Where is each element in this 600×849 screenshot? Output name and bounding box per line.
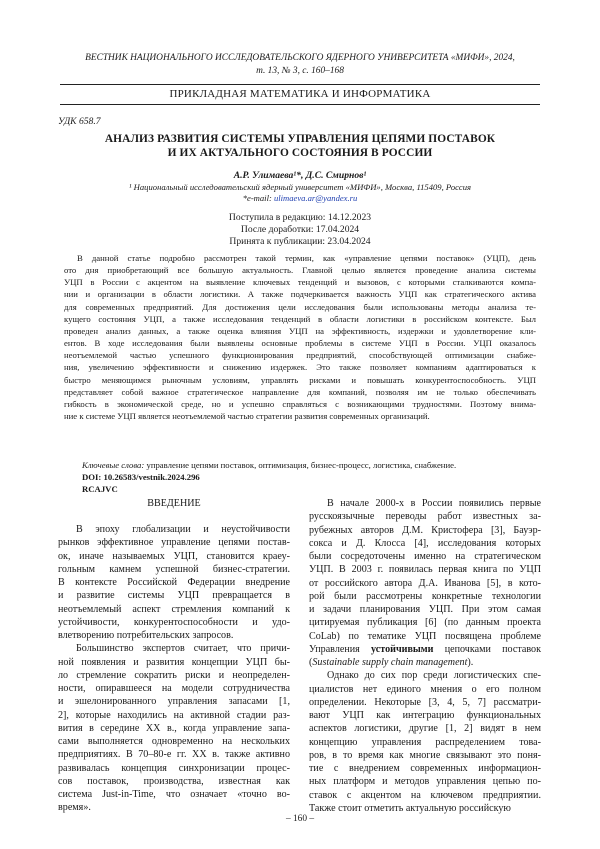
abstract-line: В данной статье подробно рассмотрен такой термин, как «управление цепями поставок» (УЦП), день [77, 253, 536, 263]
abstract-line: представляет собой важное стратегическое направление для компаний, позволяя им не только обеспечивать [64, 386, 536, 397]
body-line: В контексте Российской Федерации внедрение [58, 577, 290, 588]
page-number: – 160 – [285, 814, 315, 824]
udk-code: УДК 658.7 [58, 116, 101, 127]
body-line: УЦП. В 2003 г. появилась первая книга по УЦП [309, 564, 541, 576]
body-line: ности, опиравшееся на модели сотрудничества [58, 683, 290, 694]
italic-term: Sustainable supply chain management [312, 657, 468, 668]
keywords [82, 460, 552, 471]
right-column [309, 497, 541, 815]
body-line: 2], которые находились на активной стадии раз- [58, 709, 290, 721]
abstract-line: ния, увеличению эффективности и снижению издержек. Это также позволяет компаниям адаптироваться к [64, 362, 536, 373]
email-label: *e-mail: [242, 193, 274, 203]
body-text: Управления [309, 643, 372, 655]
article-title [50, 133, 550, 160]
body-line: тие с внедрением современных информацион- [309, 763, 541, 774]
body-line: В эпоху глобализации и неустойчивости [76, 524, 290, 535]
body-line: влетворению потребительских запросов. [58, 630, 234, 641]
abstract-line: неотъемлемой частью успешного функционирования предприятий, способствующей оптимизации снабже- [64, 350, 536, 361]
body-text: цепочками поставок [433, 643, 541, 655]
article-title-line1: АНАЛИЗ РАЗВИТИЯ СИСТЕМЫ УПРАВЛЕНИЯ ЦЕПЯМИ ПОСТАВОК [104, 133, 496, 145]
body-line: циалистов нет единого мнения о его полном [309, 683, 541, 695]
body-line: ставок с акцентом на ключевом предприятии. [309, 789, 541, 801]
body-line: Большинство экспертов считает, что причи- [76, 643, 290, 655]
article-title-line2: И ИХ АКТУАЛЬНОГО СОСТОЯНИЯ В РОССИИ [167, 146, 433, 159]
body-line: неотъемлемый аспект стремления компаний к [58, 603, 290, 615]
body-line: предприятиях. В 70–80-е гг. XX в. также активно [58, 749, 290, 761]
keywords-label: Ключевые слова: [82, 460, 145, 470]
body-text: ). [467, 657, 474, 668]
body-line: аспектов логистики, другие [1, 2] видят в нем [309, 723, 541, 735]
authors: А.Р. Улимаева¹*, Д.С. Смирнов¹ [233, 170, 367, 181]
abstract-line: УЦП в России с акцентом на выявление ключевых тенденций и вызовов, с которыми сталкиваются компа- [64, 277, 536, 288]
date-revised: После доработки: 17.04.2024 [240, 224, 360, 236]
email-line [40, 193, 560, 203]
body-line: время». [58, 802, 91, 814]
abstract-line: ото дня приобретающий все большую актуальность. Главной целью является проведение анализа системы [64, 265, 536, 276]
date-received: Поступила в редакцию: 14.12.2023 [228, 212, 372, 223]
body-line: В начале 2000-х в России появились первые [327, 498, 541, 509]
body-line: рынков эффективное управление цепями постав- [58, 537, 290, 549]
header-rule-top [60, 84, 540, 85]
body-line: были сосредоточены именно на стратегическом [309, 551, 541, 562]
rcajvc-code: RCAJVC [82, 484, 118, 494]
header-rule-bottom [60, 104, 540, 105]
body-line: вают УЦП как интеграцию функциональных [309, 710, 541, 721]
abstract-line: кущего состояния УЦП, а также исследования тенденций в области логистики в российском контексте. Был [64, 313, 536, 324]
body-line: вития в середине XX в., когда управление запа- [58, 722, 290, 734]
dates-block [40, 212, 560, 249]
body-line: Однако до сих пор среди логистических спе- [327, 670, 541, 682]
body-line: устойчивости, конкурентоспособности и удо- [58, 616, 290, 628]
abstract-line: проведен анализ данных, а также оценка влияния УЦП на эффективность, издержки и удовлетворение кли- [64, 325, 536, 336]
abstract-line: ентов. В ходе исследования были выявлены основные проблемы в системе УЦП в России. УЦП оказалось [64, 338, 536, 349]
journal-header-line1: ВЕСТНИК НАЦИОНАЛЬНОГО ИССЛЕДОВАТЕЛЬСКОГО ЯДЕРНОГО УНИВЕРСИТЕТА «МИФИ», 2024, [85, 53, 515, 63]
body-line: Также стоит отметить актуальную российскую [309, 802, 511, 814]
body-line: сов поставок, производства, известная как [58, 775, 290, 787]
journal-header [40, 52, 560, 77]
emphasis-text: устойчивыми [371, 643, 434, 655]
body-line: и эшелонированного управления запасами [1, [58, 696, 290, 708]
body-line: ло стремление сократить риски и неопределен- [58, 669, 290, 681]
body-line: система Just-in-Time, что означает «точно во- [58, 789, 290, 800]
abstract-line: ние к системе УЦП является неотъемлемой частью стратегии развития современных организаций. [64, 411, 430, 422]
abstract-line: быстро меняющимся рыночным условиям, управлять рисками и повышать конкурентоспособность. УЦП [64, 374, 536, 385]
body-line: рой были рассмотрены конкретные технологии [309, 590, 541, 602]
abstract-line: нии и организации в области логистики. А также подчеркивается важность УЦП как стратегического актива [64, 289, 536, 300]
section-title: ПРИКЛАДНАЯ МАТЕМАТИКА И ИНФОРМАТИКА [169, 88, 431, 100]
abstract-line: гибкость в экономической среде, но и успешно справляться с возникающими трудностями. Поэтому внима- [64, 398, 536, 409]
body-line: русскоязычные переводы работ известных за- [309, 511, 541, 523]
body-text: ( [309, 657, 313, 668]
keywords-text: управление цепями поставок, оптимизация, бизнес-процесс, логистика, снабжение. [144, 460, 457, 470]
body-line: развивалась концепция синхронизации процес- [58, 762, 290, 774]
body-line: ров, в то время как многие связывают это поня- [309, 749, 541, 761]
body-line: цитируемая публикация [6] (по данным проекта [309, 617, 541, 629]
date-accepted: Принята к публикации: 23.04.2024 [229, 236, 371, 248]
body-line: рубежных авторов Д.М. Кристофера [3], Бауэр- [309, 524, 541, 536]
body-line: и развитие системы УЦП превращается в [58, 590, 290, 602]
body-line: и задачи планирования УЦП. При этом самая [309, 604, 541, 615]
left-column [58, 497, 290, 815]
abstract-line: для современных предприятий. Для достижения цели исследования были использованы методы анализа те- [64, 301, 536, 312]
body-line: определении. Некоторые [3, 4, 5, 7] рассматри- [309, 696, 541, 708]
body-line: сами выполняется одновременно на нескольких [58, 736, 290, 747]
abstract [64, 252, 536, 422]
body-line: сокса и Д. Клосса [4], исследования которых [309, 537, 541, 549]
affiliation: ¹ Национальный исследовательский ядерный университет «МИФИ», Москва, 115409, Россия [128, 182, 472, 192]
body-line: ной появления и развития концепции УЦП бы- [58, 656, 290, 668]
journal-header-line2: т. 13, № 3, с. 160–168 [256, 65, 344, 76]
body-line: гольным камнем успешной бизнес-стратегии. [58, 563, 290, 575]
body-line: от российского автора Д.А. Иванова [5], в кото- [309, 577, 541, 589]
doi: DOI: 10.26583/vestnik.2024.296 [82, 472, 200, 482]
body-line [309, 656, 541, 669]
body-line: CoLab) по тематике УЦП посвящена проблеме [309, 630, 541, 642]
body-line: ных платформ и методов управления цепью по- [309, 776, 541, 788]
body-line [309, 643, 541, 656]
email-link[interactable]: ulimaeva.ar@yandex.ru [273, 193, 358, 203]
body-line: концепцию управления распределением това- [309, 736, 541, 748]
intro-heading: ВВЕДЕНИЕ [147, 498, 201, 509]
body-line: ок, иначе называемых УЦП, становится краеу- [58, 550, 290, 562]
